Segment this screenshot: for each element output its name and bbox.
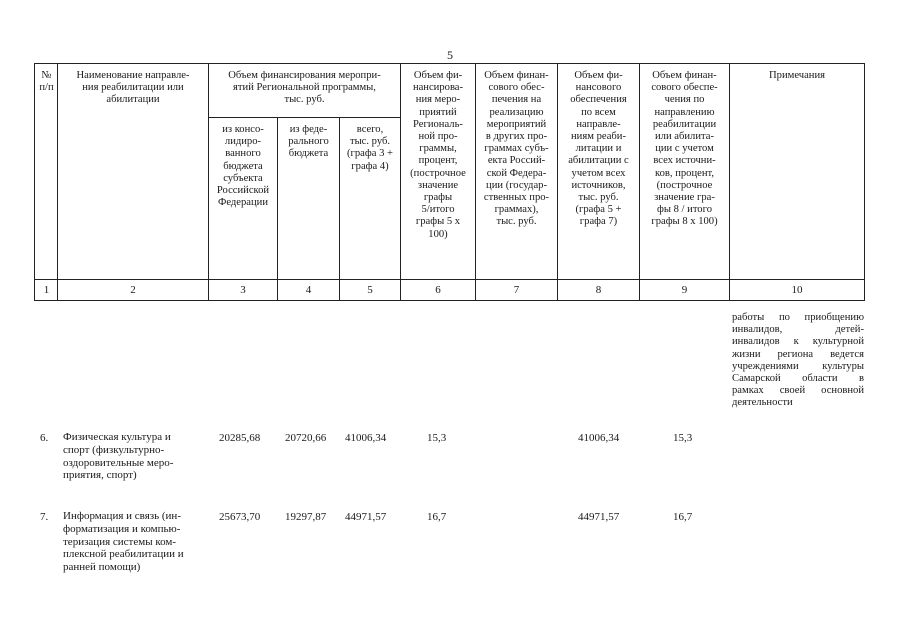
header-line: обеспечения xyxy=(570,94,627,106)
header-line: Региональ- xyxy=(413,118,463,130)
column-number: 10 xyxy=(791,284,803,296)
cell-federal-budget: 19297,87 xyxy=(285,511,327,523)
row-name xyxy=(63,510,184,574)
cell-total: 44971,57 xyxy=(345,511,387,523)
page-number: 5 xyxy=(447,48,453,62)
rule xyxy=(208,117,400,118)
header-col-2 xyxy=(58,70,208,107)
header-line: направле- xyxy=(576,118,621,130)
header-line: чения по xyxy=(664,94,705,106)
header-line: ции с учетом xyxy=(655,143,714,155)
header-line: нансирова- xyxy=(412,82,464,94)
header-line: ции (государ- xyxy=(486,179,547,191)
header-line: Объем финан- xyxy=(484,70,549,81)
header-line: п/п xyxy=(39,82,54,94)
cell-total-all-sources: 44971,57 xyxy=(578,511,620,523)
column-number: 4 xyxy=(305,284,312,296)
row-name-line: оздоровительные меро- xyxy=(63,456,174,469)
row-name xyxy=(63,431,173,482)
row-name-line: Информация и связь (ин- xyxy=(63,510,181,522)
header-line: фы 8 / итого xyxy=(656,204,712,216)
header-line: Наименование направле- xyxy=(76,70,190,81)
header-line: графа 7) xyxy=(579,216,618,228)
header-col-7 xyxy=(476,70,557,229)
header-line: тыс. руб. xyxy=(496,216,537,228)
header-line: ятий Региональной программы, xyxy=(233,82,376,94)
header-line: значение гра- xyxy=(654,192,715,204)
header-line: направлению xyxy=(654,106,715,118)
header-line: ной про- xyxy=(418,131,458,143)
header-line: лидиро- xyxy=(224,136,262,148)
header-line: Объем фи- xyxy=(413,70,463,81)
header-line: бюджета xyxy=(223,160,263,172)
header-line: нансового xyxy=(575,82,622,94)
header-line: (графа 5 + xyxy=(575,204,622,216)
row-name-line: спорт (физкультурно- xyxy=(63,443,165,456)
header-line: из феде- xyxy=(289,124,328,135)
header-line: субъекта xyxy=(223,172,263,184)
cell-percent-all-sources: 16,7 xyxy=(673,511,693,523)
column-number: 9 xyxy=(681,284,688,296)
header-line: ниям реаби- xyxy=(571,131,626,143)
column-number: 2 xyxy=(130,284,136,296)
header-line: графа 4) xyxy=(351,160,389,172)
header-line: по всем xyxy=(581,106,616,118)
note-line: инвалидов к культурной xyxy=(732,336,864,348)
header-line: печения на xyxy=(491,94,542,106)
header-col-8 xyxy=(558,70,639,229)
header-line: граммы, xyxy=(419,143,457,155)
header-col-1 xyxy=(35,70,58,94)
header-line: приятий xyxy=(419,106,457,118)
header-line: значение xyxy=(417,179,459,191)
header-line: абилитации с xyxy=(568,155,629,167)
column-number: 1 xyxy=(43,284,50,296)
header-line: ния меро- xyxy=(415,94,461,106)
header-line: (графа 3 + xyxy=(346,148,393,160)
header-col-3 xyxy=(209,124,277,209)
note-line: деятельности xyxy=(732,397,793,409)
cell-percent: 15,3 xyxy=(427,432,447,444)
header-line: ской Федера- xyxy=(486,167,547,179)
row-name-line: плексной реабилитации и xyxy=(63,548,184,561)
header-line: Объем финан- xyxy=(652,70,717,81)
header-line: (построчное xyxy=(656,179,713,191)
header-line: реализацию xyxy=(489,106,544,118)
header-line: реабилитации xyxy=(652,118,717,130)
note-line: работы по приобщению xyxy=(732,312,864,323)
header-line: 5/итого xyxy=(421,204,455,216)
cell-total: 41006,34 xyxy=(345,432,387,444)
header-line: источников, xyxy=(571,179,626,191)
row-name-line: Физическая культура и xyxy=(63,431,171,443)
cell-percent: 16,7 xyxy=(427,511,447,523)
rule xyxy=(729,63,730,301)
rule xyxy=(34,63,865,64)
header-line: или абилита- xyxy=(655,131,714,143)
header-line: Российской xyxy=(216,185,270,197)
header-col-10 xyxy=(730,70,864,82)
row-name-line: теризация системы ком- xyxy=(63,535,177,548)
header-line: тыс. руб. xyxy=(578,192,619,204)
header-line: ков, процент, xyxy=(655,167,714,179)
header-line: № xyxy=(41,70,52,81)
note-line: жизни региона ведется xyxy=(732,348,864,360)
header-line: граммах), xyxy=(494,204,539,216)
header-line: всего, xyxy=(356,124,384,135)
cell-total-all-sources: 41006,34 xyxy=(578,432,620,444)
cell-regional-budget: 20285,68 xyxy=(219,432,261,444)
cell-percent-all-sources: 15,3 xyxy=(673,432,693,444)
header-col-6 xyxy=(401,70,475,241)
header-line: Объем фи- xyxy=(574,70,623,81)
cell-regional-budget: 25673,70 xyxy=(219,511,261,523)
header-line: процент, xyxy=(418,155,458,167)
header-line: графы 5 х xyxy=(415,216,461,228)
row-name-line: приятия, спорт) xyxy=(63,469,137,482)
rule xyxy=(34,300,865,301)
column-number: 3 xyxy=(240,284,246,296)
rule xyxy=(864,63,865,301)
header-line: сового обеспе- xyxy=(651,82,718,94)
note-line: инвалидов, детей- xyxy=(732,324,864,336)
note-line: учреждениями культуры xyxy=(732,360,864,372)
header-line: ванного xyxy=(225,148,261,160)
note-line: рамках своей основной xyxy=(732,385,864,397)
column-number: 6 xyxy=(435,284,441,296)
row-number: 6. xyxy=(40,432,49,444)
header-line: мероприятий xyxy=(486,118,547,130)
header-line: графы xyxy=(423,192,453,204)
header-line: Федерации xyxy=(217,197,269,209)
column-number: 7 xyxy=(513,284,520,296)
header-line: граммах субъ- xyxy=(484,143,549,155)
note-continuation xyxy=(732,312,864,410)
header-line: графы 8 х 100) xyxy=(651,216,718,228)
header-line: бюджета xyxy=(288,148,329,160)
row-name-line: форматизация и компью- xyxy=(63,522,181,535)
header-line: тыс. руб. xyxy=(349,136,391,148)
cell-federal-budget: 20720,66 xyxy=(285,432,327,444)
header-line: из консо- xyxy=(222,124,264,135)
header-line: ственных про- xyxy=(483,192,550,204)
header-line: абилитации xyxy=(106,94,160,106)
header-col-5 xyxy=(340,124,400,173)
header-line: всех источни- xyxy=(653,155,716,167)
note-line: Самарской области в xyxy=(732,373,864,385)
header-col-9 xyxy=(640,70,729,229)
column-number: 5 xyxy=(367,284,373,296)
rule xyxy=(34,279,865,280)
header-line: учетом всех xyxy=(571,167,626,179)
column-number: 8 xyxy=(595,284,602,296)
header-line: сового обес- xyxy=(488,82,545,94)
header-line: Объем финансирования меропри- xyxy=(228,70,381,81)
header-col-4 xyxy=(278,124,339,161)
header-line: екта Россий- xyxy=(487,155,546,167)
header-line: ния реабилитации или xyxy=(82,82,184,94)
header-line: литации и xyxy=(575,143,622,155)
header-line: Примечания xyxy=(769,70,825,81)
rule xyxy=(34,63,35,301)
row-name-line: ранней помощи) xyxy=(63,561,141,574)
header-line: в других про- xyxy=(485,131,548,143)
header-line: тыс. руб. xyxy=(284,94,325,106)
row-number: 7. xyxy=(40,511,49,523)
header-line: (построчное xyxy=(410,167,466,179)
header-group-financing xyxy=(209,70,400,107)
header-line: рального xyxy=(288,136,329,148)
header-line: 100) xyxy=(428,228,448,240)
